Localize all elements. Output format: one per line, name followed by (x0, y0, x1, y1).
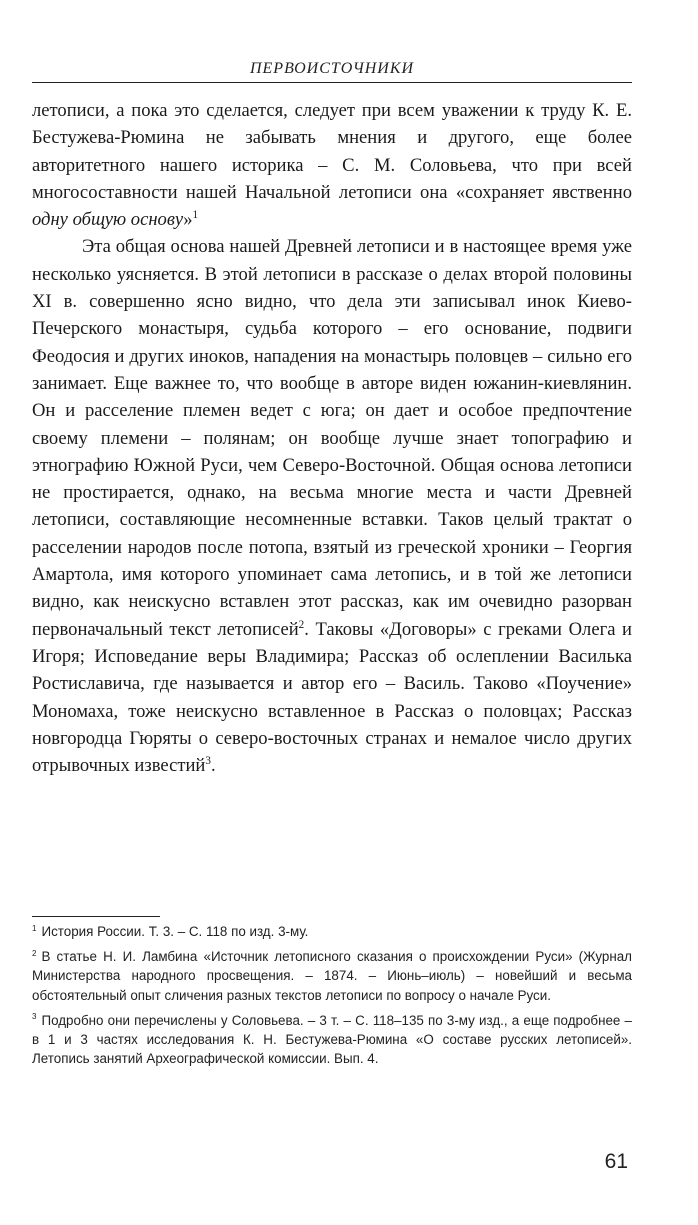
footnotes (32, 922, 632, 1074)
main-text (32, 97, 632, 779)
footnote-2 (32, 947, 632, 1005)
footnote-2-text: В статье Н. И. Ламбина «Источник летописного сказания о происхождении Руси» (Журнал Министерства народного просвещения. – 1874. – Июнь–июль) – новейший и весьма обстоятельный опыт сличения разных текстов летописи по вопросу о начале Руси. (32, 949, 632, 1003)
footnote-ref-1[interactable]: 1 (192, 209, 199, 221)
paragraph-1-quote-close: » (183, 209, 193, 231)
page-number: 61 (604, 1150, 628, 1173)
footnote-1-text: История России. Т. 3. – С. 118 по изд. 3-му. (41, 924, 309, 939)
footnote-ref-3[interactable]: 3 (205, 754, 211, 767)
paragraph-2-end: . (210, 755, 216, 777)
header-rule (32, 82, 632, 83)
paragraph-2-text-cont: . Таковы «Договоры» с греками Олега и Игоря; Исповедание веры Владимира; Рассказ об ослеплении Василька Ростиславича, где называется и автор его – Василь. Таково «Поучение» Мономаха, тоже неискусно вставленное в Рассказ о половцах; Рассказ новгородца Гюряты о северо-восточных странах и немалое число других отрывочных известий (32, 618, 632, 777)
footnote-rule (32, 916, 160, 917)
footnote-3-text: Подробно они перечислены у Соловьева. – 3 т. – С. 118–135 по 3-му изд., а еще подробнее – в 1 и 3 частях исследования К. Н. Бестужева-Рюмина «О составе русских летописей». Летопись занятий Археографической комиссии. Вып. 4. (32, 1012, 632, 1067)
paragraph-2-text: Эта общая основа нашей Древней летописи и в настоящее время уже несколько уясняется. В этой летописи в рассказе о делах второй половины XI в. совершенно ясно видно, что дела эти записывал инок Киево-Печерского монастыря, судьба которого – его основание, подвиги Феодосия и других иноков, нападения на монастырь половцев – сильно его занимает. Еще важнее то, что вообще в авторе виден южанин-киевлянин. Он и расселение племен ведет с юга; он дает и особое предпочтение своему племени – полянам; он вообще лучше знает топографию и этнографию Южной Руси, чем Северо-Восточной. Общая основа летописи не простирается, однако, на весьма многие места и части Древней летописи, составляющие несомненные вставки. Таков целый трактат о расселении народов после потопа, взятый из греческой хроники – Георгия Амартола, имя которого упоминает сама летопись, и в той же летописи видно, как неискусно вставлен этот рассказ, как им очевидно разорван первоначальный текст летописей (32, 236, 632, 640)
paragraph-1-emphasis: одну общую основу (32, 209, 184, 231)
paragraph-1-text: летописи, а пока это сделается, следует при всем уважении к труду К. Е. Бестужева-Рюмина не забывать мнения и другого, еще более авторитетного нашего историка – С. М. Соловьева, что при всей многосоставности нашей Начальной летописи она «сохраняет явственно (32, 100, 632, 203)
footnote-2-number: 2 (32, 948, 37, 958)
footnote-3-number: 3 (32, 1012, 37, 1022)
running-title: ПЕРВОИСТОЧНИКИ (249, 60, 415, 77)
paragraph-1 (32, 97, 632, 233)
footnote-1-number: 1 (32, 923, 37, 933)
paragraph-2 (32, 233, 632, 779)
footnote-ref-2[interactable]: 2 (298, 618, 305, 631)
footnote-1 (32, 922, 632, 941)
footnote-3 (32, 1011, 632, 1069)
